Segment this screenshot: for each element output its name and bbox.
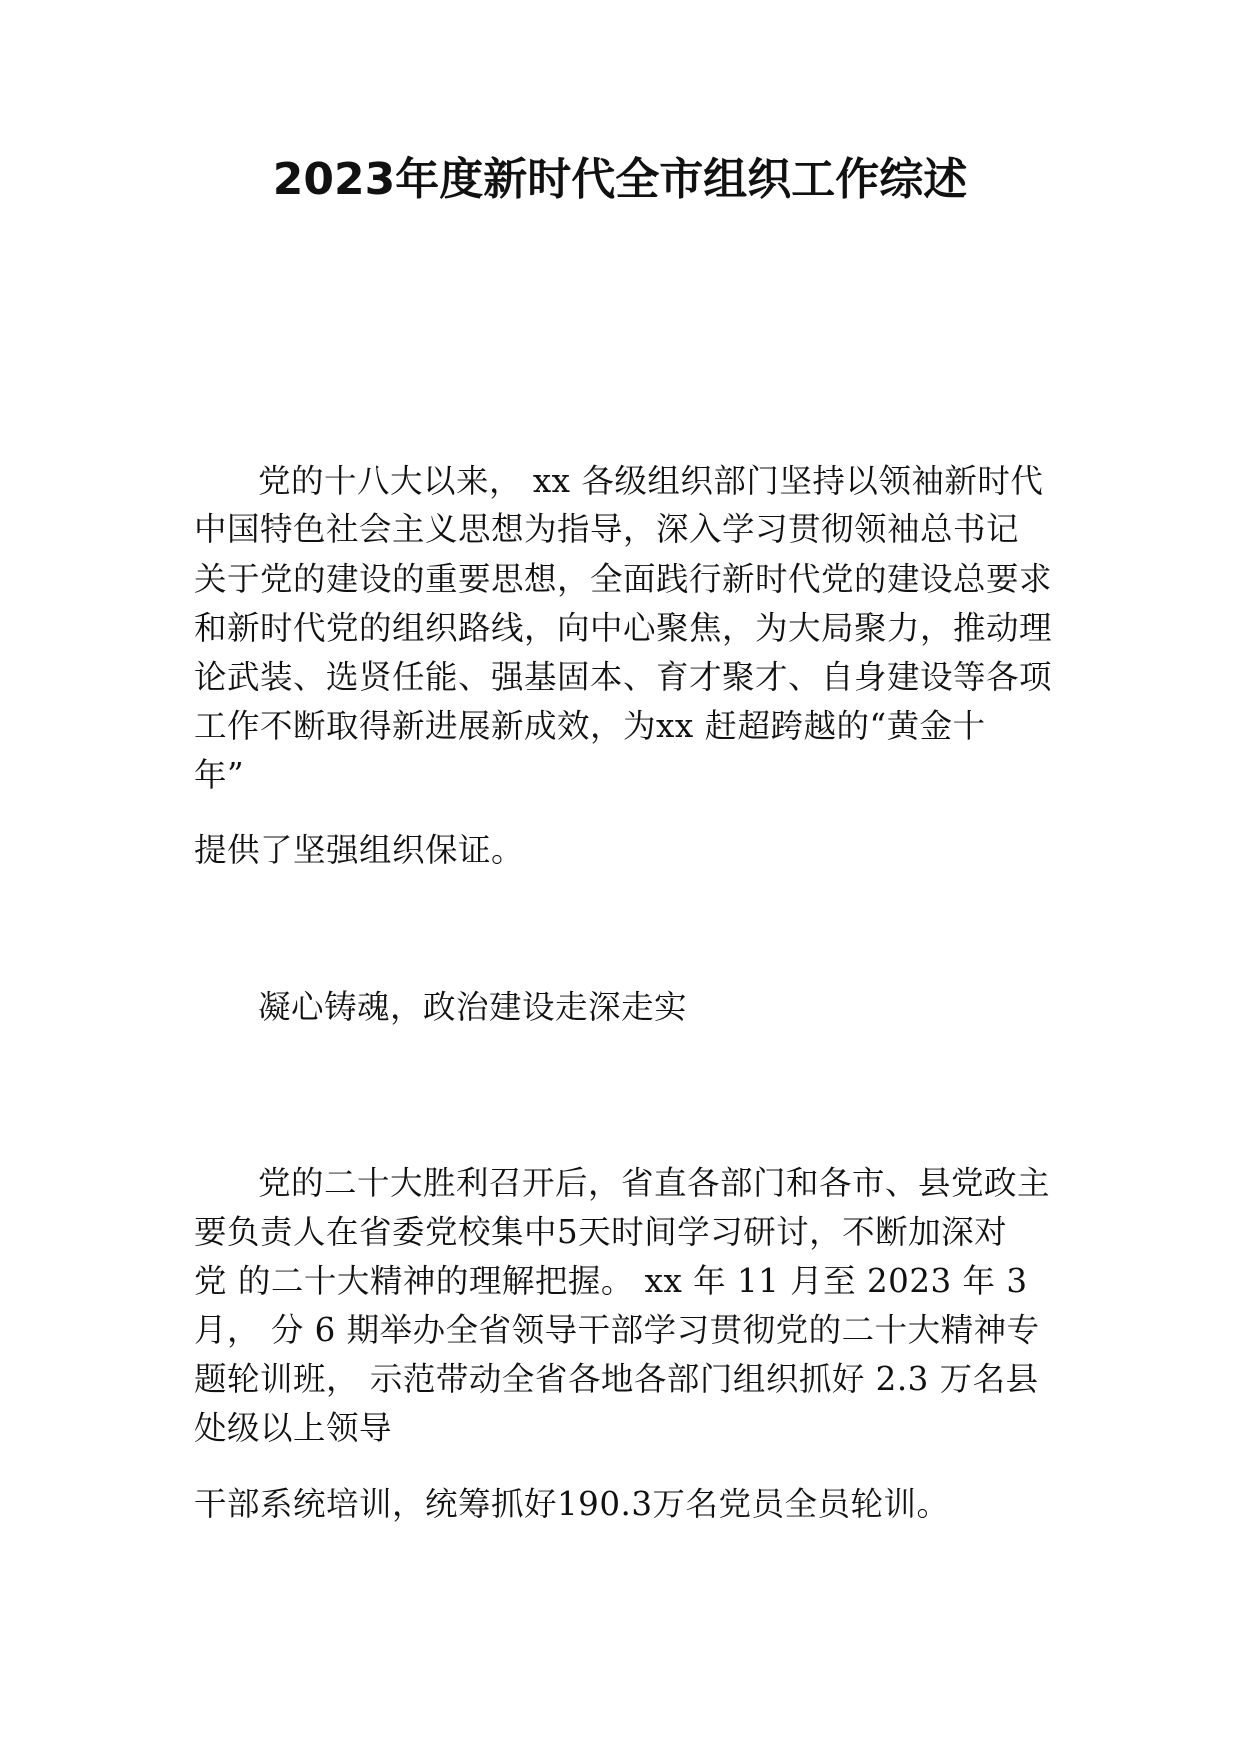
paragraph-1-line-5: 论武装、选贤任能、强基固本、育才聚才、自身建设等各项 bbox=[194, 658, 1053, 696]
paragraph-2-line-3: 党 的二十大精神的理解把握。 xx 年 11 月至 2023 年 3 bbox=[194, 1262, 1028, 1300]
paragraph-2-line-2: 要负责人在省委党校集中5天时间学习研讨，不断加深对 bbox=[194, 1213, 1008, 1251]
paragraph-2-continuation: 干部系统培训，统筹抓好190.3万名党员全员轮训。 bbox=[194, 1485, 950, 1523]
paragraph-1-line-1: 党的十八大以来， xx 各级组织部门坚持以领袖新时代 bbox=[258, 462, 1044, 500]
paragraph-1-line-3: 关于党的建设的重要思想，全面践行新时代党的建设总要求 bbox=[194, 560, 1053, 598]
paragraph-1-line-7: 年” bbox=[194, 756, 245, 794]
paragraph-1-line-4: 和新时代党的组织路线，向中心聚焦，为大局聚力，推动理 bbox=[194, 609, 1053, 647]
paragraph-2-line-6: 处级以上领导 bbox=[194, 1409, 393, 1447]
section-heading: 凝心铸魂，政治建设走深走实 bbox=[258, 988, 688, 1026]
paragraph-1-line-2: 中国特色社会主义思想为指导，深入学习贯彻领袖总书记 bbox=[194, 510, 1020, 548]
paragraph-2-line-4: 月， 分 6 期举办全省领导干部学习贯彻党的二十大精神专 bbox=[194, 1311, 1040, 1349]
document-title: 2023年度新时代全市组织工作综述 bbox=[272, 154, 968, 205]
paragraph-1-continuation: 提供了坚强组织保证。 bbox=[194, 831, 525, 869]
paragraph-2-line-5: 题轮训班， 示范带动全省各地各部门组织抓好 2.3 万名县 bbox=[194, 1360, 1039, 1398]
paragraph-1-line-6: 工作不断取得新进展新成效，为xx 赶超跨越的“黄金十 bbox=[194, 707, 986, 745]
paragraph-2-line-1: 党的二十大胜利召开后，省直各部门和各市、县党政主 bbox=[258, 1164, 1051, 1202]
